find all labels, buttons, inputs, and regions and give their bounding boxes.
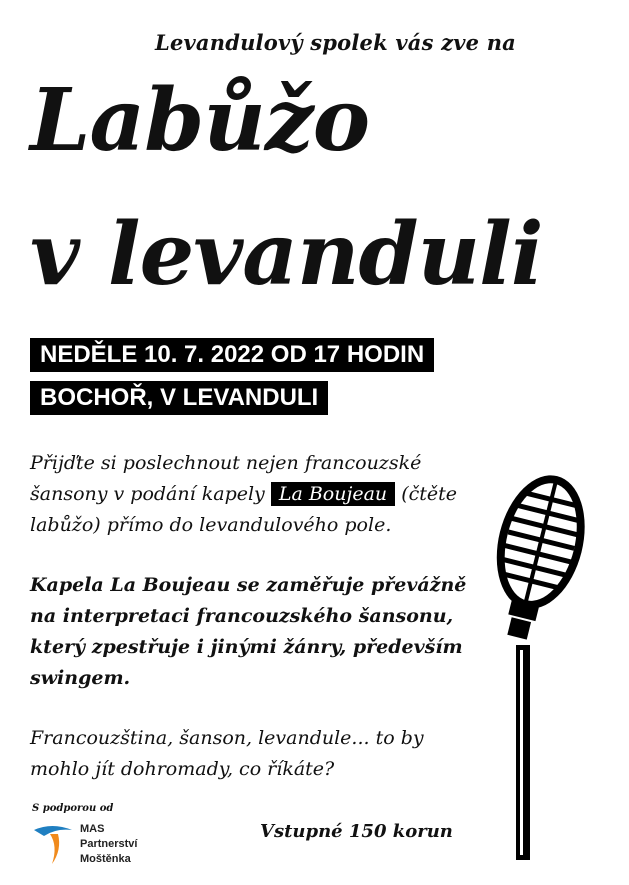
mas-logo-text: [80, 822, 137, 867]
admission-price: Vstupné 150 korun: [260, 821, 453, 842]
closing-paragraph: Francouzština, šanson, levandule... to by mohlo jít dohromady, co říkáte?: [30, 727, 424, 780]
band-name-highlight: La Boujeau: [271, 482, 395, 506]
intro-text-end: (čtěte labůžo) přímo do levandulového pole.: [30, 483, 458, 536]
microphone-icon: [480, 470, 610, 865]
support-label: S podporou od: [32, 803, 114, 814]
intro-paragraph: [30, 448, 480, 541]
intro-text-start: Přijďte si poslechnout nejen francouzské šansony v podání kapely: [30, 452, 422, 505]
title-line-1: Labůžo: [30, 70, 370, 171]
logo-line-2: Partnerství: [80, 838, 138, 850]
logo-line-3: Moštěnka: [80, 853, 131, 865]
place-banner: BOCHOŘ, V LEVANDULI: [30, 381, 328, 415]
date-time-banner: NEDĚLE 10. 7. 2022 OD 17 HODIN: [30, 338, 434, 372]
title-line-2: v levanduli: [30, 204, 543, 305]
invitation-line: Levandulový spolek vás zve na: [155, 30, 516, 55]
logo-line-1: MAS: [80, 823, 105, 835]
band-description: Kapela La Boujeau se zaměřuje převážně na interpretaci francouzského šansonu, který zpestřuje i jinými žánry, především swingem.: [30, 574, 467, 689]
